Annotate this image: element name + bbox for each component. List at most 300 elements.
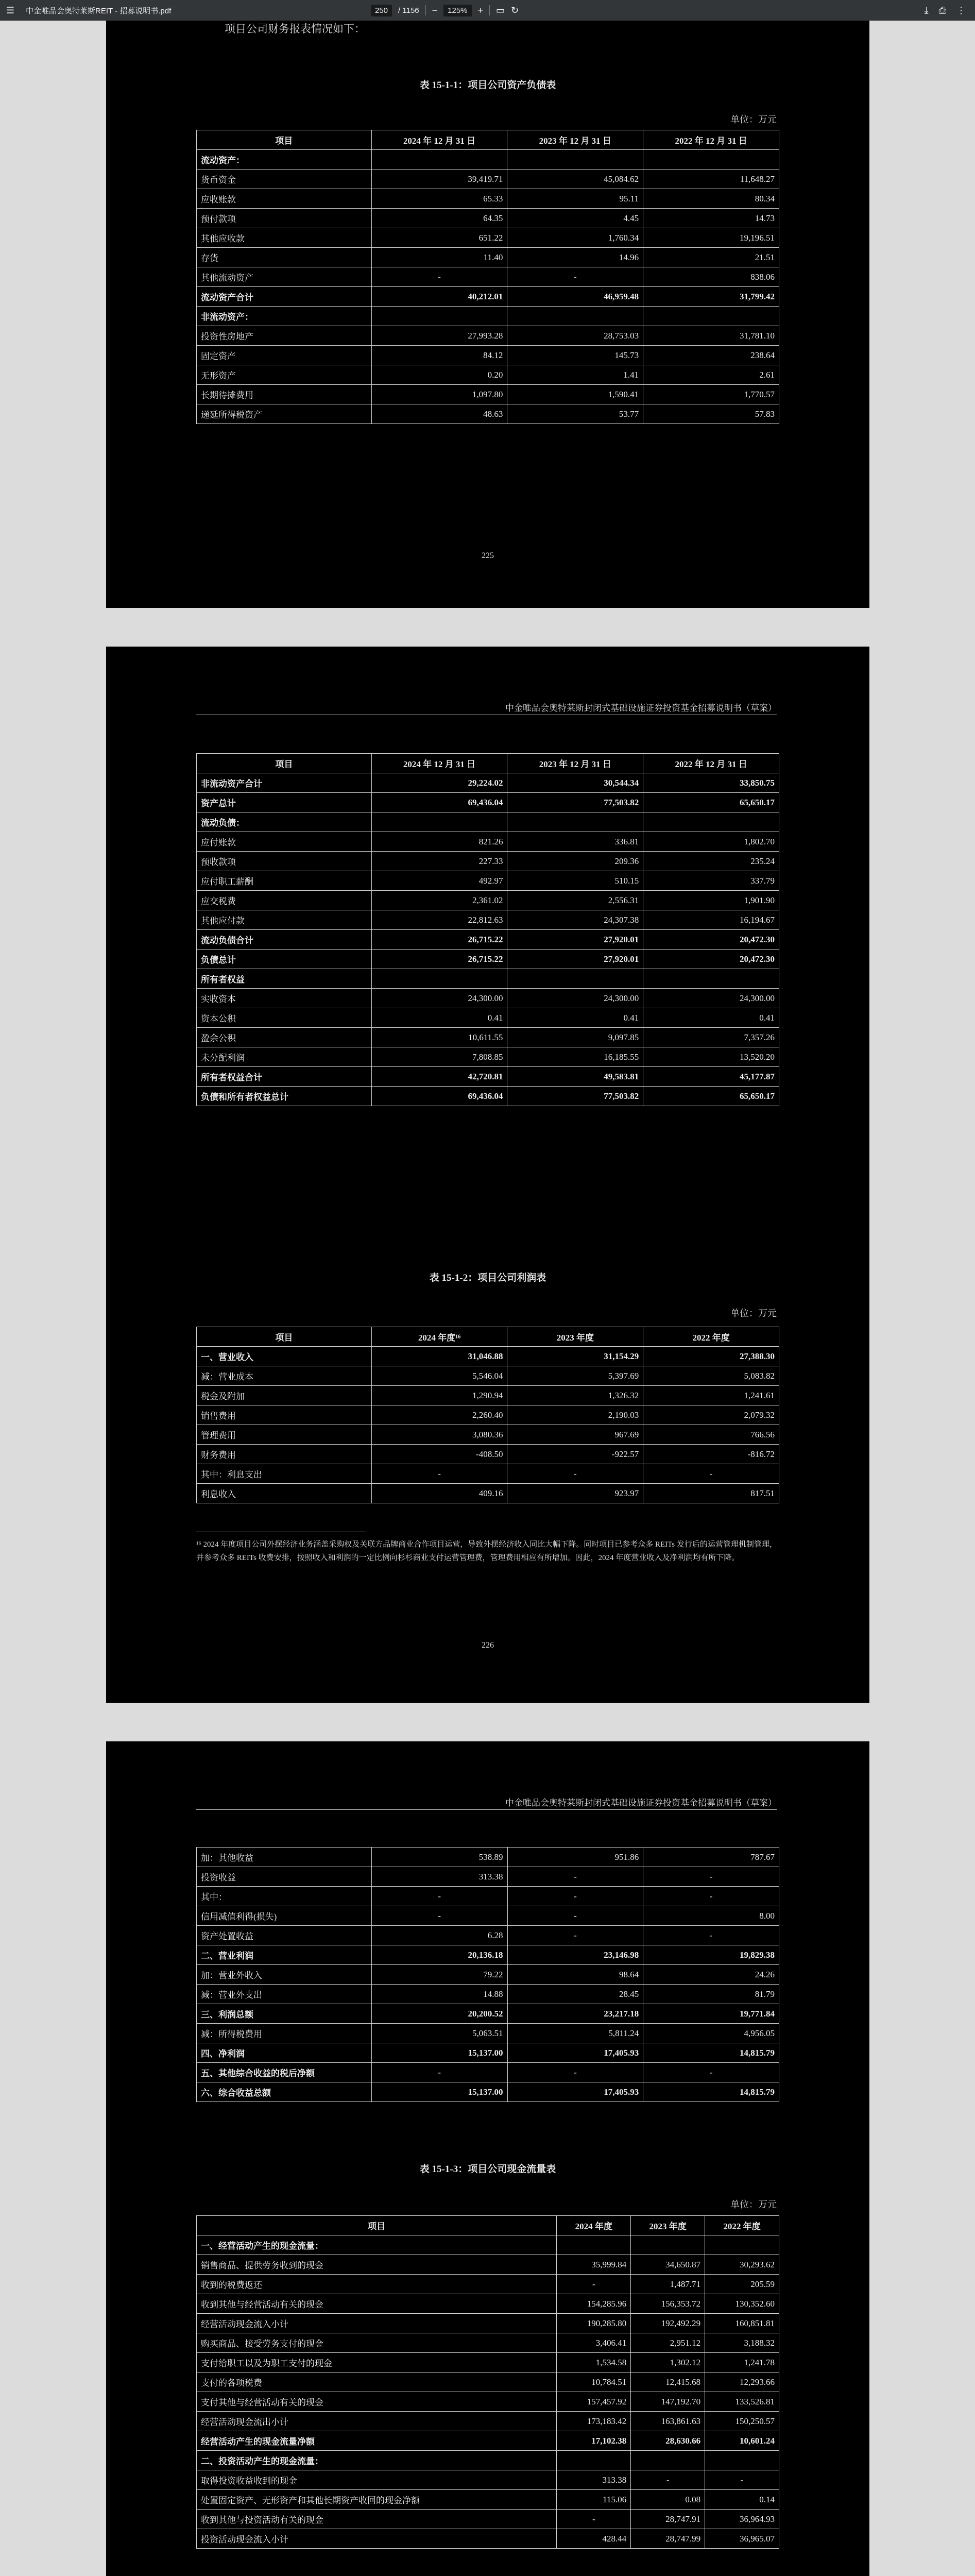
cell-value: 4,956.05 [643, 2024, 779, 2043]
row-label: 投资收益 [197, 1867, 372, 1887]
row-label: 应收账款 [197, 189, 372, 209]
cell-value: 409.16 [371, 1484, 507, 1503]
table-row [197, 1087, 779, 1106]
row-label: 非流动资产合计 [197, 773, 372, 793]
cell-value: - [557, 2275, 631, 2294]
cell-value: 150,250.57 [705, 2412, 779, 2431]
cell-value: 12,293.66 [705, 2372, 779, 2392]
zoom-level-input[interactable]: 125% [443, 5, 471, 16]
row-label: 经营活动现金流出小计 [197, 2412, 557, 2431]
cell-value: 2,260.40 [371, 1405, 507, 1425]
cell-value: 40,212.01 [371, 287, 507, 307]
cell-value: - [557, 2510, 631, 2529]
cell-value: 5,811.24 [507, 2024, 643, 2043]
cell-value: 53.77 [507, 404, 643, 424]
cell-value: 79.22 [371, 1965, 507, 1985]
table-row [197, 170, 779, 189]
column-header: 2024 年度 [557, 2216, 631, 2235]
table-row [197, 326, 779, 346]
row-label: 预付款项 [197, 209, 372, 228]
cell-value: 81.79 [643, 1985, 779, 2004]
cell-value: 65.33 [371, 189, 507, 209]
cell-value: 923.97 [507, 1484, 643, 1503]
row-label: 减：营业成本 [197, 1366, 372, 1386]
row-label: 销售商品、提供劳务收到的现金 [197, 2255, 557, 2275]
row-label: 长期待摊费用 [197, 385, 372, 404]
cell-value: 2,079.32 [643, 1405, 779, 1425]
cell-value: 28,747.91 [631, 2510, 705, 2529]
cell-value: - [371, 1887, 507, 1906]
row-label: 其他应付款 [197, 910, 372, 930]
cell-value: 24,307.38 [507, 910, 643, 930]
column-header: 2024 年 12 月 31 日 [371, 754, 507, 773]
row-label: 应交税费 [197, 891, 372, 910]
running-header: 中金唯品会奥特莱斯封闭式基础设施证券投资基金招募说明书（草案） [505, 703, 777, 713]
table-row [197, 1425, 779, 1445]
cell-value: 235.24 [643, 852, 779, 871]
row-label: 处置固定资产、无形资产和其他长期资产收回的现金净额 [197, 2490, 557, 2510]
cell-value: 0.08 [631, 2490, 705, 2510]
cell-value: 336.81 [507, 832, 643, 852]
column-header: 2023 年度 [631, 2216, 705, 2235]
table-row [197, 1028, 779, 1047]
row-label: 递延所得税资产 [197, 404, 372, 424]
cell-value: 821.26 [371, 832, 507, 852]
row-label: 投资性房地产 [197, 326, 372, 346]
cell-value: 3,080.36 [371, 1425, 507, 1445]
cell-value [371, 307, 507, 326]
row-label: 非流动资产： [197, 307, 372, 326]
cell-value [507, 812, 643, 832]
row-label: 收到其他与经营活动有关的现金 [197, 2294, 557, 2314]
table-row [197, 2255, 779, 2275]
row-label: 支付其他与经营活动有关的现金 [197, 2392, 557, 2412]
cell-value: 39,419.71 [371, 170, 507, 189]
row-label: 减：营业外支出 [197, 1985, 372, 2004]
row-label: 税金及附加 [197, 1386, 372, 1405]
cell-value: 6.28 [371, 1926, 507, 1945]
row-label: 利息收入 [197, 1484, 372, 1503]
cell-value [371, 812, 507, 832]
table-row [197, 910, 779, 930]
cell-value: 14.73 [643, 209, 779, 228]
cell-value: 17,102.38 [557, 2431, 631, 2451]
cell-value: 147,192.70 [631, 2392, 705, 2412]
table-row [197, 950, 779, 969]
row-label: 未分配利润 [197, 1047, 372, 1067]
cell-value: - [643, 2063, 779, 2082]
cell-value: 27,993.28 [371, 326, 507, 346]
cell-value: 313.38 [371, 1867, 507, 1887]
cell-value: 31,154.29 [507, 1347, 643, 1366]
row-label: 收到的税费返还 [197, 2275, 557, 2294]
table-row [197, 1906, 779, 1926]
row-label: 无形资产 [197, 365, 372, 385]
table-row [197, 267, 779, 287]
row-label: 预收款项 [197, 852, 372, 871]
cell-value: 7,357.26 [643, 1028, 779, 1047]
column-header: 2022 年 12 月 31 日 [643, 130, 779, 150]
table-row [197, 404, 779, 424]
zoom-out-button[interactable]: − [432, 5, 438, 15]
table-row [197, 1484, 779, 1503]
table-row [197, 1965, 779, 1985]
cell-value: 27,388.30 [643, 1347, 779, 1366]
pdf-page-226 [106, 647, 869, 1703]
table-row [197, 2063, 779, 2082]
toolbar-divider [425, 5, 426, 15]
cell-value: 951.86 [507, 1848, 643, 1867]
column-header: 项目 [197, 130, 372, 150]
cell-value: 1,770.57 [643, 385, 779, 404]
cell-value: - [643, 1867, 779, 1887]
cell-value: 3,406.41 [557, 2333, 631, 2353]
table-row [197, 2470, 779, 2490]
row-label: 投资活动现金流入小计 [197, 2529, 557, 2549]
pdf-page-225 [106, 21, 869, 608]
cell-value: 510.15 [507, 871, 643, 891]
table-row [197, 1464, 779, 1484]
zoom-in-button[interactable]: + [477, 5, 484, 15]
table-caption: 表 15-1-2：项目公司利润表 [429, 1273, 546, 1283]
table-row [197, 1867, 779, 1887]
cell-value: 11.40 [371, 248, 507, 267]
cell-value: 313.38 [557, 2470, 631, 2490]
cell-value: 492.97 [371, 871, 507, 891]
rotate-icon[interactable]: ↻ [511, 5, 519, 15]
cell-value: - [371, 267, 507, 287]
row-label: 一、营业收入 [197, 1347, 372, 1366]
cell-value: 2,556.31 [507, 891, 643, 910]
table-row [197, 2392, 779, 2412]
row-label: 所有者权益合计 [197, 1067, 372, 1087]
column-header: 2022 年度 [643, 1327, 779, 1347]
cell-value: 0.41 [371, 1008, 507, 1028]
cell-value: 1,290.94 [371, 1386, 507, 1405]
table-caption: 表 15-1-3：项目公司现金流量表 [419, 2164, 556, 2175]
cell-value: 27,920.01 [507, 950, 643, 969]
cell-value: 28,753.03 [507, 326, 643, 346]
fit-page-icon[interactable]: ▭ [496, 5, 505, 15]
cell-value: 130,352.60 [705, 2294, 779, 2314]
cell-value: 36,964.93 [705, 2510, 779, 2529]
cell-value: 31,046.88 [371, 1347, 507, 1366]
cell-value: 7,808.85 [371, 1047, 507, 1067]
column-header: 2022 年 12 月 31 日 [643, 754, 779, 773]
row-label: 经营活动现金流入小计 [197, 2314, 557, 2333]
column-header: 项目 [197, 754, 372, 773]
table-row [197, 1008, 779, 1028]
cell-value: -922.57 [507, 1445, 643, 1464]
table-row [197, 1386, 779, 1405]
cell-value: 173,183.42 [557, 2412, 631, 2431]
table-row [197, 2082, 779, 2102]
cell-value [643, 150, 779, 170]
cell-value: 133,526.81 [705, 2392, 779, 2412]
toolbar-divider [489, 5, 490, 15]
cell-value: 16,194.67 [643, 910, 779, 930]
table-row [197, 1047, 779, 1067]
cell-value: - [643, 1926, 779, 1945]
table-caption: 表 15-1-1：项目公司资产负债表 [419, 80, 556, 91]
cell-value: 10,601.24 [705, 2431, 779, 2451]
cell-value: 3,188.32 [705, 2333, 779, 2353]
table-row [197, 365, 779, 385]
cell-value: 209.36 [507, 852, 643, 871]
row-label: 其中：利息支出 [197, 1464, 372, 1484]
menu-icon[interactable]: ☰ [6, 5, 15, 15]
cell-value: 20,200.52 [371, 2004, 507, 2024]
table-row [197, 2004, 779, 2024]
table-row [197, 150, 779, 170]
table-header-row [197, 754, 779, 773]
cell-value: 24,300.00 [643, 989, 779, 1008]
print-icon[interactable]: ⎙ [938, 5, 946, 15]
row-label: 信用减值利得(损失) [197, 1906, 372, 1926]
cell-value: 46,959.48 [507, 287, 643, 307]
cell-value: 160,851.81 [705, 2314, 779, 2333]
cell-value: 23,217.18 [507, 2004, 643, 2024]
cell-value: 1,901.90 [643, 891, 779, 910]
cell-value [371, 969, 507, 989]
cell-value: 8.00 [643, 1906, 779, 1926]
table-row [197, 248, 779, 267]
cell-value: 98.64 [507, 1965, 643, 1985]
cell-value: 22,812.63 [371, 910, 507, 930]
row-label: 流动资产： [197, 150, 372, 170]
cell-value: 5,397.69 [507, 1366, 643, 1386]
column-header: 项目 [197, 2216, 557, 2235]
table-row [197, 385, 779, 404]
cell-value: 19,771.84 [643, 2004, 779, 2024]
cell-value [631, 2451, 705, 2470]
cell-value: 48.63 [371, 404, 507, 424]
cell-value: 1,760.34 [507, 228, 643, 248]
table-row [197, 346, 779, 365]
table-row [197, 2353, 779, 2372]
cell-value: 11,648.27 [643, 170, 779, 189]
cell-value [557, 2451, 631, 2470]
cell-value: 12,415.68 [631, 2372, 705, 2392]
cell-value: 65,650.17 [643, 1087, 779, 1106]
table-row [197, 2235, 779, 2255]
row-label: 货币资金 [197, 170, 372, 189]
cell-value: - [371, 1906, 507, 1926]
cell-value: 10,784.51 [557, 2372, 631, 2392]
more-options-icon[interactable]: ⋮ [956, 5, 966, 15]
table-row [197, 793, 779, 812]
cell-value: 115.06 [557, 2490, 631, 2510]
cell-value: 1,487.71 [631, 2275, 705, 2294]
cell-value: 1,326.32 [507, 1386, 643, 1405]
table-row [197, 2529, 779, 2549]
table-row [197, 969, 779, 989]
cut-off-heading: 项目公司财务报表情况如下： [225, 23, 365, 35]
table-row [197, 2412, 779, 2431]
column-header: 2023 年度 [507, 1327, 643, 1347]
table-row [197, 307, 779, 326]
table-row [197, 2024, 779, 2043]
cash-flow-table-part1 [196, 2215, 779, 2549]
table-row [197, 1445, 779, 1464]
cell-value: 1,534.58 [557, 2353, 631, 2372]
pdf-page-227 [106, 1741, 869, 2576]
table-row [197, 2314, 779, 2333]
row-label: 收到其他与投资活动有关的现金 [197, 2510, 557, 2529]
cell-value: 817.51 [643, 1484, 779, 1503]
cell-value: 337.79 [643, 871, 779, 891]
cell-value: 0.41 [643, 1008, 779, 1028]
page-total: / 1156 [398, 6, 419, 15]
cell-value: 26,715.22 [371, 930, 507, 950]
cell-value: - [371, 1464, 507, 1484]
cell-value: 428.44 [557, 2529, 631, 2549]
cell-value [557, 2235, 631, 2255]
cell-value [705, 2235, 779, 2255]
row-label: 经营活动产生的现金流量净额 [197, 2431, 557, 2451]
table-row [197, 871, 779, 891]
cell-value: 154,285.96 [557, 2294, 631, 2314]
cell-value: 27,920.01 [507, 930, 643, 950]
cell-value: 20,136.18 [371, 1945, 507, 1965]
cell-value: 28,747.99 [631, 2529, 705, 2549]
cell-value: 190,285.80 [557, 2314, 631, 2333]
cell-value: 651.22 [371, 228, 507, 248]
row-label: 资本公积 [197, 1008, 372, 1028]
cell-value: 77,503.82 [507, 1087, 643, 1106]
cell-value: - [643, 1887, 779, 1906]
table-row [197, 2333, 779, 2353]
column-header: 2023 年 12 月 31 日 [507, 754, 643, 773]
cell-value: 36,965.07 [705, 2529, 779, 2549]
cell-value: 14,815.79 [643, 2043, 779, 2063]
table-header-row [197, 1327, 779, 1347]
cell-value: -816.72 [643, 1445, 779, 1464]
cell-value: 1,241.61 [643, 1386, 779, 1405]
row-label: 盈余公积 [197, 1028, 372, 1047]
row-label: 所有者权益 [197, 969, 372, 989]
cell-value: 30,293.62 [705, 2255, 779, 2275]
cell-value: 156,353.72 [631, 2294, 705, 2314]
cell-value: 15,137.00 [371, 2082, 507, 2102]
cell-value: 2.61 [643, 365, 779, 385]
cell-value: 45,084.62 [507, 170, 643, 189]
cell-value: 14.96 [507, 248, 643, 267]
cell-value: 14.88 [371, 1985, 507, 2004]
row-label: 二、营业利润 [197, 1945, 372, 1965]
cell-value: - [507, 1906, 643, 1926]
table-row [197, 852, 779, 871]
cell-value: 30,544.34 [507, 773, 643, 793]
row-label: 加：其他收益 [197, 1848, 372, 1867]
table-row [197, 891, 779, 910]
income-statement-table [196, 1327, 779, 1503]
table-row [197, 2043, 779, 2063]
row-label: 财务费用 [197, 1445, 372, 1464]
cell-value: 45,177.87 [643, 1067, 779, 1087]
cell-value: 23,146.98 [507, 1945, 643, 1965]
cell-value: 28,630.66 [631, 2431, 705, 2451]
cell-value: 13,520.20 [643, 1047, 779, 1067]
row-label: 负债和所有者权益总计 [197, 1087, 372, 1106]
cell-value: 20,472.30 [643, 950, 779, 969]
table-row [197, 989, 779, 1008]
cell-value: 33,850.75 [643, 773, 779, 793]
row-label: 二、投资活动产生的现金流量： [197, 2451, 557, 2470]
cell-value: 1,590.41 [507, 385, 643, 404]
cell-value: 42,720.81 [371, 1067, 507, 1087]
table-row [197, 1067, 779, 1087]
cell-value: 1,241.78 [705, 2353, 779, 2372]
header-rule [196, 1809, 777, 1810]
cell-value: 69,436.04 [371, 793, 507, 812]
page-number: 225 [482, 551, 494, 560]
cell-value: 57.83 [643, 404, 779, 424]
cell-value: 4.45 [507, 209, 643, 228]
cell-value: 163,861.63 [631, 2412, 705, 2431]
cell-value: 49,583.81 [507, 1067, 643, 1087]
page-number-input[interactable]: 250 [371, 5, 392, 16]
row-label: 取得投资收益收到的现金 [197, 2470, 557, 2490]
row-label: 一、经营活动产生的现金流量： [197, 2235, 557, 2255]
table-row [197, 2431, 779, 2451]
column-header: 项目 [197, 1327, 372, 1347]
table-row [197, 1347, 779, 1366]
table-row [197, 228, 779, 248]
cell-value: - [507, 267, 643, 287]
table-header-row [197, 130, 779, 150]
cell-value: 24,300.00 [507, 989, 643, 1008]
table-row [197, 1887, 779, 1906]
cell-value: - [631, 2470, 705, 2490]
cell-value: 26,715.22 [371, 950, 507, 969]
download-icon[interactable]: ⤓ [924, 5, 929, 15]
cell-value: - [507, 1926, 643, 1945]
cell-value: 64.35 [371, 209, 507, 228]
pdf-viewer-toolbar [0, 0, 975, 21]
row-label: 应付职工薪酬 [197, 871, 372, 891]
cell-value: 14,815.79 [643, 2082, 779, 2102]
cell-value: - [507, 1867, 643, 1887]
cell-value [631, 2235, 705, 2255]
column-header: 2024 年 12 月 31 日 [371, 130, 507, 150]
row-label: 资产处置收益 [197, 1926, 372, 1945]
cell-value: 5,083.82 [643, 1366, 779, 1386]
income-statement-table-part2 [196, 1847, 779, 2102]
cell-value: 157,457.92 [557, 2392, 631, 2412]
row-label: 四、净利润 [197, 2043, 372, 2063]
row-label: 六、综合收益总额 [197, 2082, 372, 2102]
row-label: 支付的各项税费 [197, 2372, 557, 2392]
table-row [197, 832, 779, 852]
balance-sheet-table-part2 [196, 753, 779, 1106]
table-row [197, 2510, 779, 2529]
cell-value: 19,196.51 [643, 228, 779, 248]
row-label: 负债总计 [197, 950, 372, 969]
balance-sheet-table-part1 [196, 130, 779, 424]
table-row [197, 1848, 779, 1867]
cell-value: 31,799.42 [643, 287, 779, 307]
cell-value [507, 969, 643, 989]
cell-value: 1,097.80 [371, 385, 507, 404]
cell-value: 10,611.55 [371, 1028, 507, 1047]
cell-value [507, 150, 643, 170]
row-label: 支付给职工以及为职工支付的现金 [197, 2353, 557, 2372]
cell-value [705, 2451, 779, 2470]
cell-value: 19,829.38 [643, 1945, 779, 1965]
cell-value: 5,546.04 [371, 1366, 507, 1386]
cell-value: 21.51 [643, 248, 779, 267]
